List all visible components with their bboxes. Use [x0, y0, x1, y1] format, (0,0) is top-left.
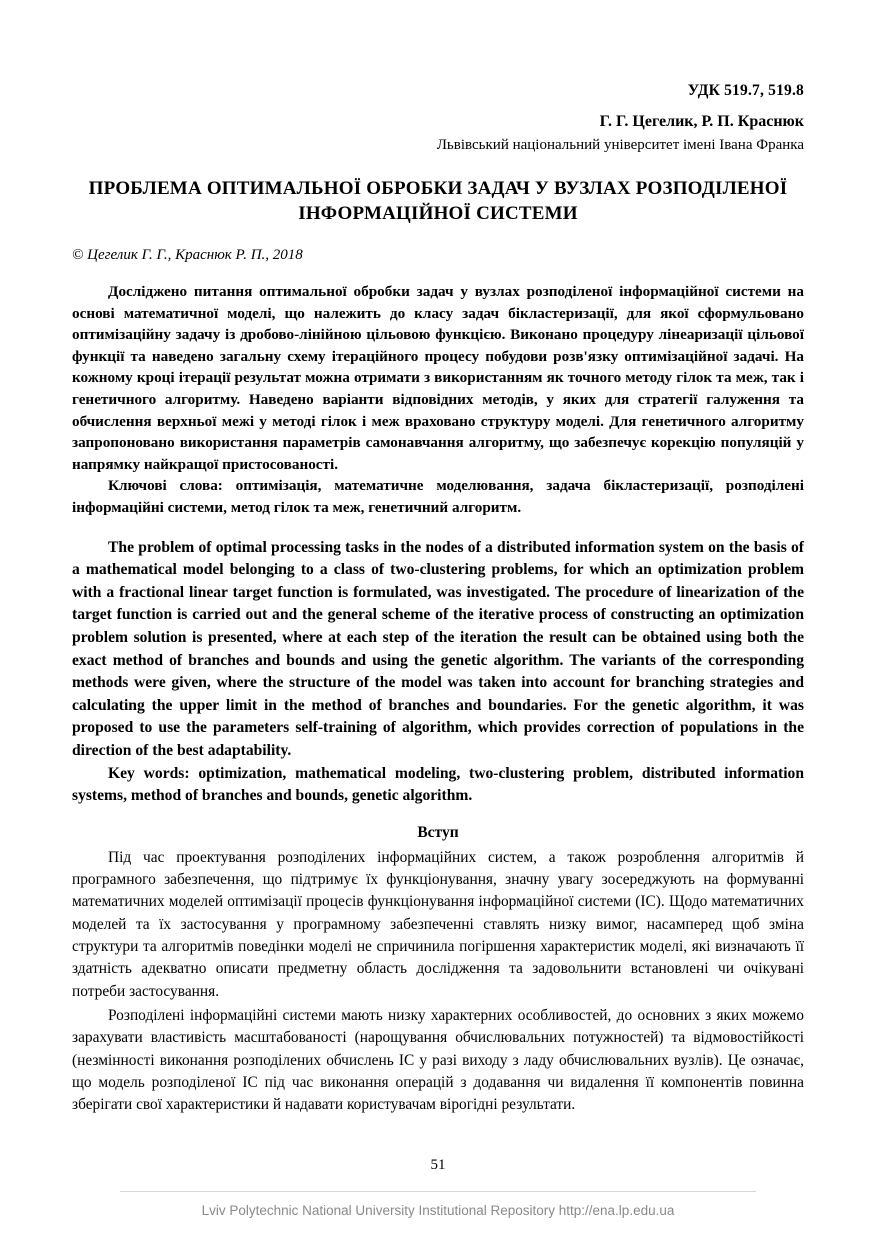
- intro-paragraph-1: Під час проектування розподілених інформаційних систем, а також розроблення алгоритмів й програмного забезпечення, що підтримує їх функціонування, значну увагу зосереджують на формуванні математичних моделей оптимізації процесів функціонування інформаційної системи (ІС). Щодо математичних моделей та їх застосування у програмному забезпеченні ставлять низку вимог, насамперед щоб зміна структури та алгоритмів поведінки моделі не спричинила погіршення характеристик моделі, які визначають її здатність адекватно описати предметну область дослідження та задовольнити встановлені чи очікувані потреби застосування.: [72, 848, 804, 1000]
- abstract-uk-keywords: Ключові слова: оптимізація, математичне моделювання, задача бікластеризації, розподілені інформаційні системи, метод гілок та меж, генетичний алгоритм.: [72, 477, 804, 516]
- footer-divider: [120, 1191, 756, 1192]
- affiliation: Львівський національний університет імені Івана Франка: [436, 137, 804, 153]
- abstract-uk-text: Досліджено питання оптимальної обробки задач у вузлах розподіленої інформаційної системи на основі математичної моделі, що належить до класу задач бікластеризації, для якої сформульовано оптимізаційну задачу із дробово-лінійною цільовою функцією. Виконано процедуру лінеаризації цільової функції та наведено загальну схему ітераційного процесу побудови розв'язку оптимізаційної задачі. На кожному кроці ітерації результат можна отримати з використанням як точного методу гілок та меж, так і генетичного алгоритму. Наведено варіанти відповідних методів, у яких для стратегії галуження та обчислення верхньої межі у методі гілок і меж враховано структуру моделі. Для генетичного алгоритму запропоновано використання параметрів самонавчання алгоритму, що забезпечує корекцію популяцій у напрямку найкращої пристосованості.: [72, 283, 804, 473]
- udk-code: УДК 519.7, 519.8: [687, 82, 804, 99]
- copyright-line: © Цегелик Г. Г., Краснюк Р. П., 2018: [72, 247, 303, 264]
- page-number: 51: [430, 1157, 446, 1173]
- repository-footer: Lviv Polytechnic National University Institutional Repository http://ena.lp.edu.ua: [201, 1203, 675, 1218]
- author-list: Г. Г. Цегелик, Р. П. Краснюк: [599, 113, 804, 130]
- page-title: ПРОБЛЕМА ОПТИМАЛЬНОЇ ОБРОБКИ ЗАДАЧ У ВУЗЛАХ РОЗПОДІЛЕНОЇ ІНФОРМАЦІЙНОЇ СИСТЕМИ: [88, 178, 788, 225]
- abstract-en-text: The problem of optimal processing tasks in the nodes of a distributed information system on the basis of a mathematical model belonging to a class of two-clustering problems, for which an optimization problem with a fractional linear target function is formulated, was investigated. The procedure of linearization of the target function is carried out and the general scheme of the iterative process of constructing an optimization problem solution is presented, where at each step of the iteration the result can be obtained using both the exact method of branches and bounds and using the genetic algorithm. The variants of the corresponding methods were given, where the structure of the model was taken into account for branching strategies and calculating the upper limit in the method of branches and boundaries. For the genetic algorithm, it was proposed to use the parameters self-training of algorithm, which provides correction of populations in the direction of the best adaptability.: [72, 538, 804, 759]
- intro-paragraph-2: Розподілені інформаційні системи мають низку характерних особливостей, до основних з яких можемо зарахувати властивість масштабованості (нарощування обчислювальних потужностей) та відмовостійкості (незмінності виконання розподілених обчислень ІС у разі виходу з ладу обчислювальних вузлів). Це означає, що модель розподіленої ІС під час виконання операцій з додавання чи видалення її компонентів повинна зберігати свої характеристики й надавати користувачам вірогідні результати.: [72, 1007, 804, 1114]
- abstract-en-keywords: Key words: optimization, mathematical modeling, two-clustering problem, distributed information systems, method of branches and bounds, genetic algorithm.: [72, 764, 804, 805]
- section-heading-intro: Вступ: [417, 823, 459, 841]
